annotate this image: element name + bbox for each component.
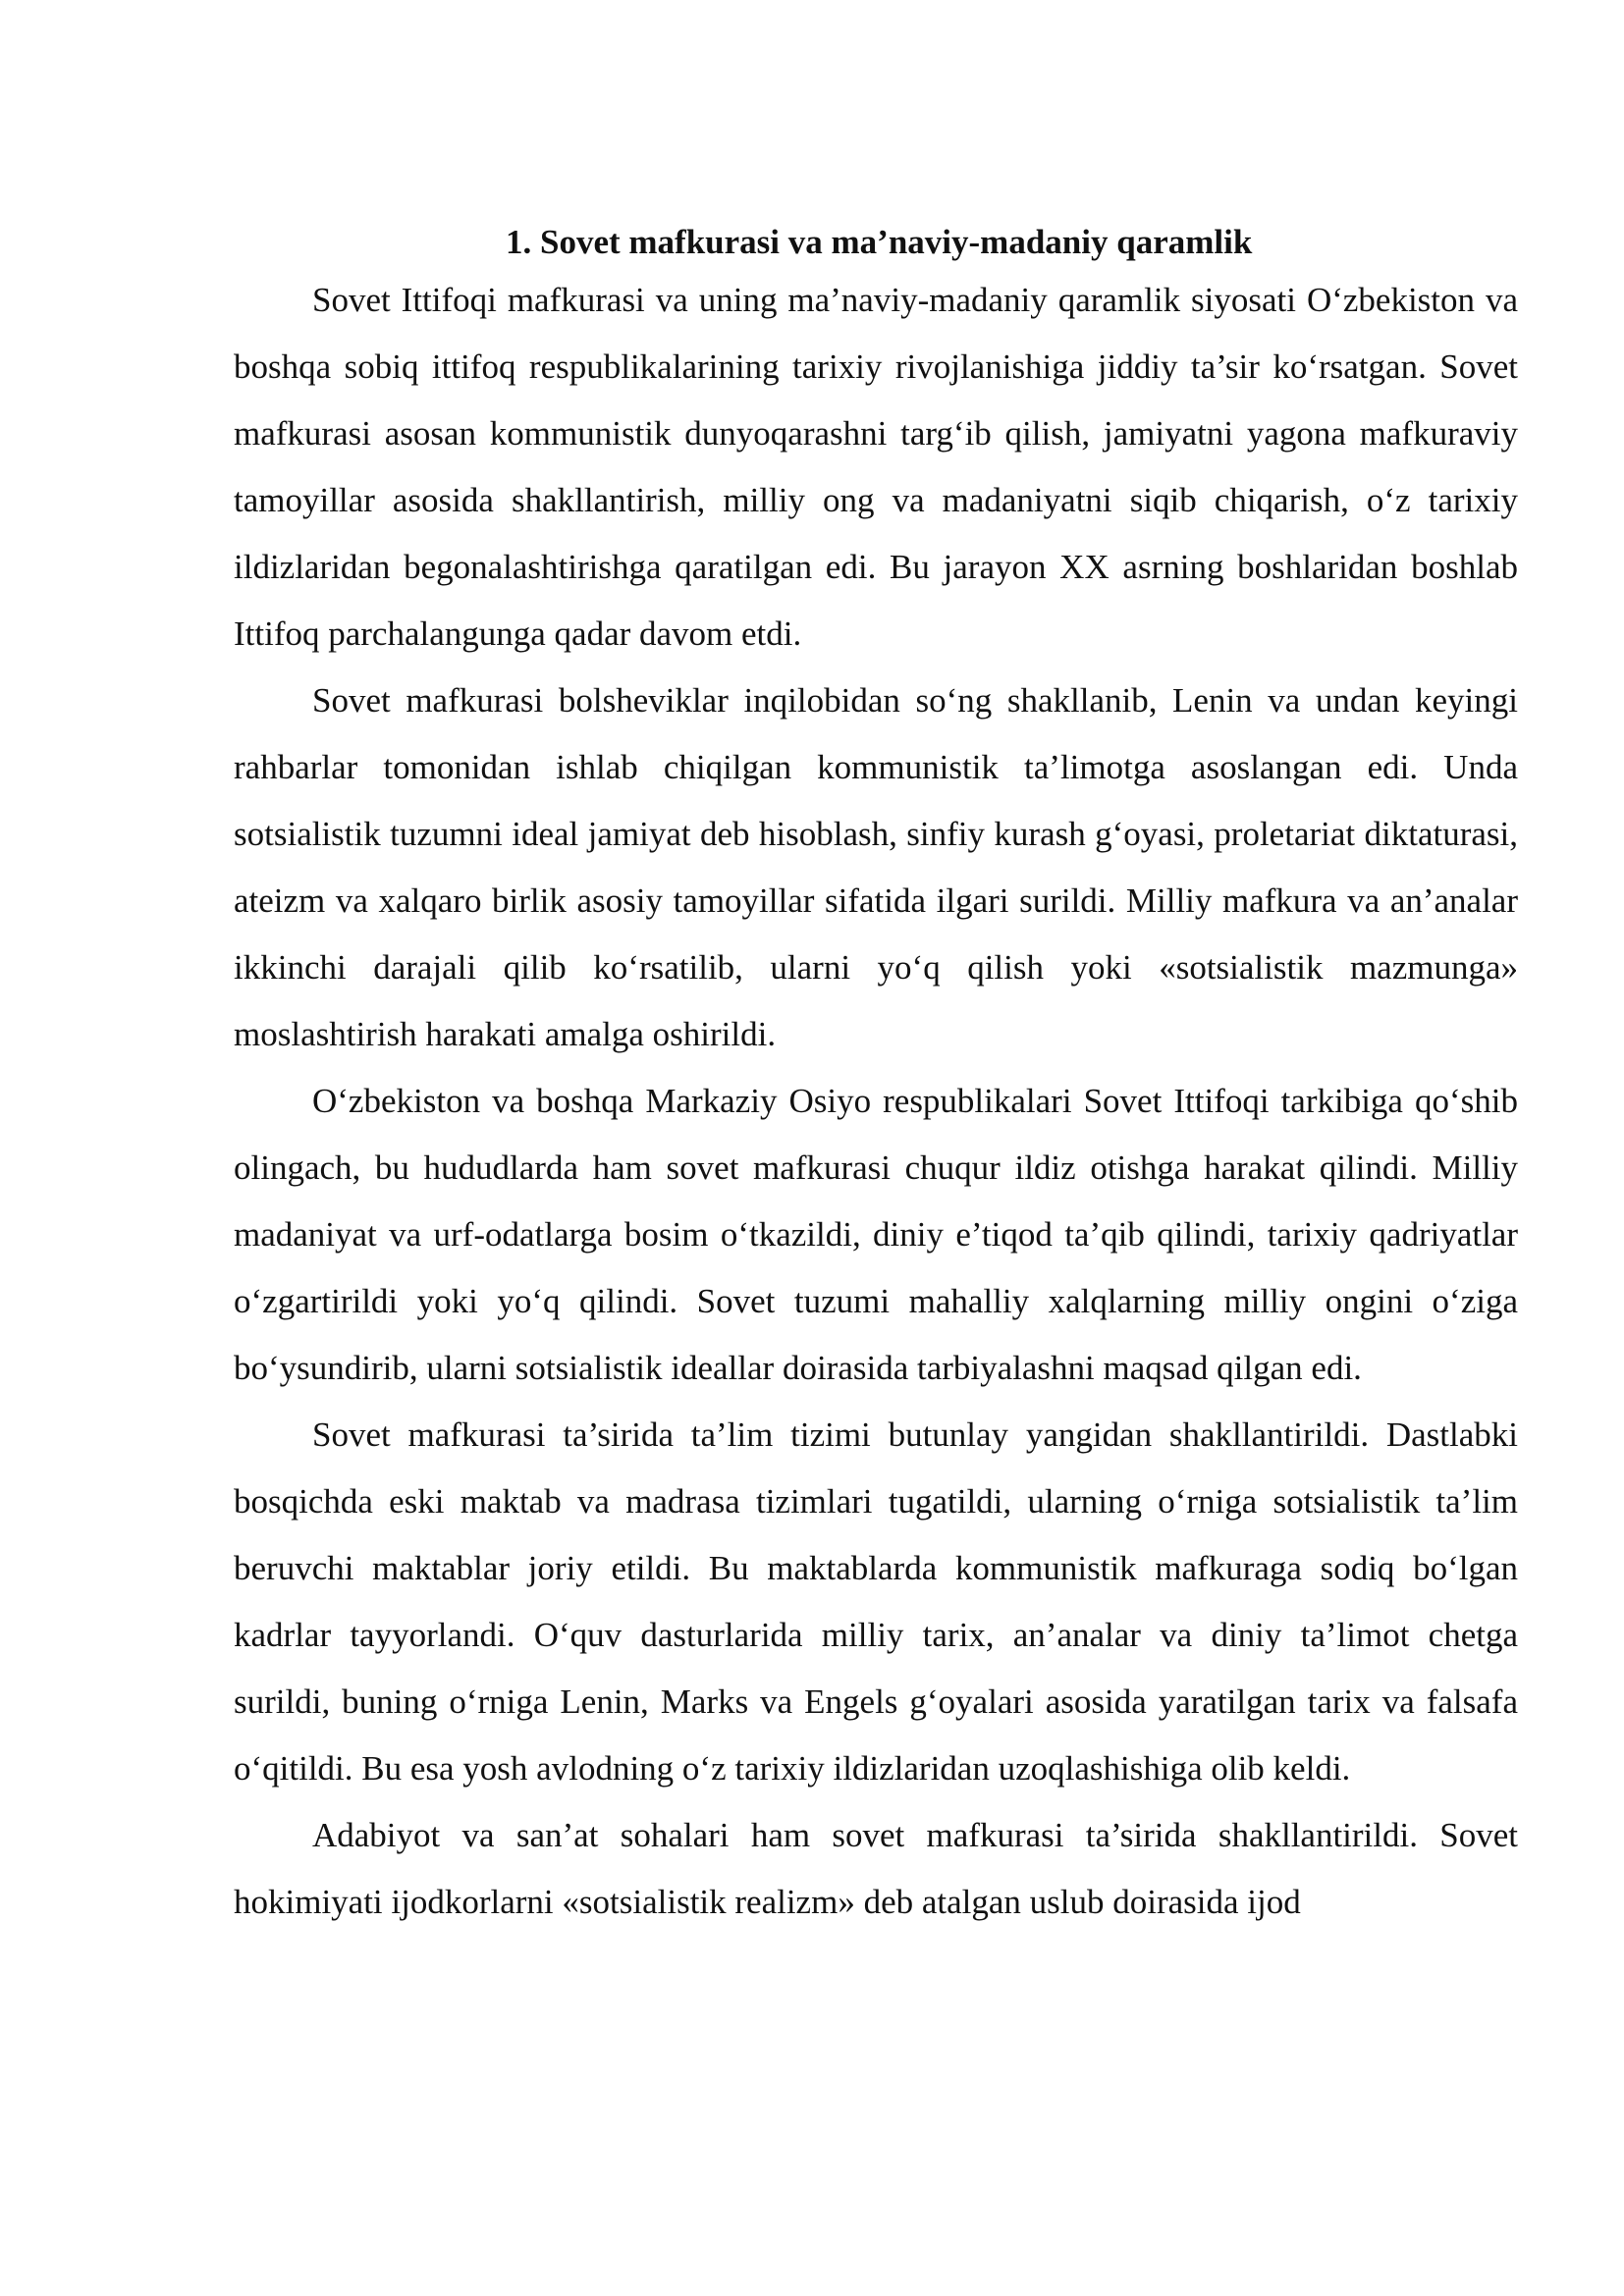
paragraph-5: Adabiyot va san’at sohalari ham sovet mafkurasi ta’sirida shakllantirildi. Sovet hokimiyati ijodkorlarni «sotsialistik realizm» deb atalgan uslub doirasida ijod bbox=[234, 1816, 1518, 1921]
document-content bbox=[234, 218, 1518, 1936]
paragraph-2: Sovet mafkurasi bolsheviklar inqilobidan so‘ng shakllanib, Lenin va undan keyingi rahbarlar tomonidan ishlab chiqilgan kommunistik ta’limotga asoslangan edi. Unda sotsialistik tuzumni ideal jamiyat deb hisoblash, sinfiy kurash g‘oyasi, proletariat diktaturasi, ateizm va xalqaro birlik asosiy tamoyillar sifatida ilgari surildi. Milliy mafkura va an’analar ikkinchi darajali qilib ko‘rsatilib, ularni yo‘q qilish yoki «sotsialistik mazmunga» moslashtirish harakati amalga oshirildi. bbox=[234, 681, 1518, 1053]
paragraph-1: Sovet Ittifoqi mafkurasi va uning ma’naviy-madaniy qaramlik siyosati O‘zbekiston va boshqa sobiq ittifoq respublikalarining tarixiy rivojlanishiga jiddiy ta’sir ko‘rsatgan. Sovet mafkurasi asosan kommunistik dunyoqarashni targ‘ib qilish, jamiyatni yagona mafkuraviy tamoyillar asosida shakllantirish, milliy ong va madaniyatni siqib chiqarish, o‘z tarixiy ildizlaridan begonalashtirishga qaratilgan edi. Bu jarayon XX asrning boshlaridan boshlab Ittifoq parchalangunga qadar davom etdi. bbox=[234, 281, 1518, 653]
section-title: 1. Sovet mafkurasi va ma’naviy-madaniy qaramlik bbox=[506, 223, 1253, 261]
paragraph-4: Sovet mafkurasi ta’sirida ta’lim tizimi butunlay yangidan shakllantirildi. Dastlabki bosqichda eski maktab va madrasa tizimlari tugatildi, ularning o‘rniga sotsialistik ta’lim beruvchi maktablar joriy etildi. Bu maktablarda kommunistik mafkuraga sodiq bo‘lgan kadrlar tayyorlandi. O‘quv dasturlarida milliy tarix, an’analar va diniy ta’limot chetga surildi, buning o‘rniga Lenin, Marks va Engels g‘oyalari asosida yaratilgan tarix va falsafa o‘qitildi. Bu esa yosh avlodning o‘z tarixiy ildizlaridan uzoqlashishiga olib keldi. bbox=[234, 1415, 1518, 1788]
paragraph-3: O‘zbekiston va boshqa Markaziy Osiyo respublikalari Sovet Ittifoqi tarkibiga qo‘shib olingach, bu hududlarda ham sovet mafkurasi chuqur ildiz otishga harakat qilindi. Milliy madaniyat va urf-odatlarga bosim o‘tkazildi, diniy e’tiqod ta’qib qilindi, tarixiy qadriyatlar o‘zgartirildi yoki yo‘q qilindi. Sovet tuzumi mahalliy xalqlarning milliy ongini o‘ziga bo‘ysundirib, ularni sotsialistik ideallar doirasida tarbiyalashni maqsad qilgan edi. bbox=[234, 1082, 1518, 1387]
